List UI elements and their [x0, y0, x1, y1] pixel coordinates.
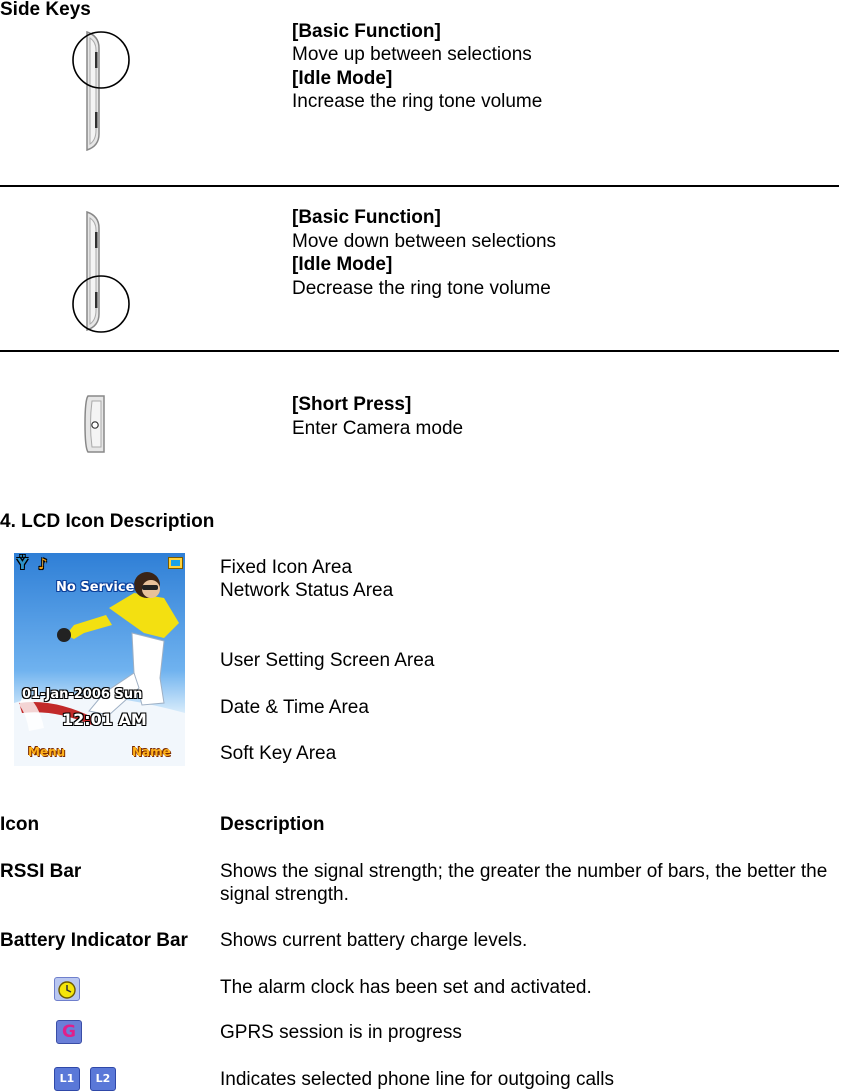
key-up-heading-basic: [Basic Function] — [292, 21, 441, 42]
battery-label: Battery Indicator Bar — [0, 930, 188, 951]
time-display: 12:01 AM — [62, 710, 147, 729]
soft-key-left: Menu — [28, 745, 66, 759]
line-1-icon: L1 — [54, 1067, 80, 1091]
divider — [0, 185, 839, 187]
key-camera-heading: [Short Press] — [292, 394, 412, 415]
side-key-up-illustration — [72, 30, 132, 154]
rssi-description: Shows the signal strength; the greater the number of bars, the better the — [220, 861, 828, 882]
rssi-description-cont: signal strength. — [220, 884, 349, 905]
battery-icon — [168, 557, 183, 569]
area-date-time: Date & Time Area — [220, 697, 369, 718]
battery-description: Shows current battery charge levels. — [220, 930, 528, 951]
soft-key-right: Name — [132, 745, 171, 759]
key-down-text-basic: Move down between selections — [292, 231, 557, 252]
table-header-description: Description — [220, 814, 325, 835]
network-status: No Service — [56, 580, 135, 595]
area-soft-key: Soft Key Area — [220, 743, 337, 764]
phone-screen-illustration — [14, 553, 185, 766]
key-camera-text: Enter Camera mode — [292, 418, 464, 439]
key-up-text-basic: Move up between selections — [292, 44, 532, 65]
area-network-status: Network Status Area — [220, 580, 394, 601]
music-note-icon: ♪ — [38, 555, 48, 573]
key-down-heading-idle: [Idle Mode] — [292, 254, 393, 275]
section-title: Side Keys — [0, 0, 91, 20]
date-display: 01-Jan-2006 Sun — [22, 687, 143, 702]
alarm-clock-icon — [54, 977, 80, 1001]
area-fixed-icon: Fixed Icon Area — [220, 557, 353, 578]
key-up-text-idle: Increase the ring tone volume — [292, 91, 543, 112]
gprs-description: GPRS session is in progress — [220, 1022, 462, 1043]
line-2-icon: L2 — [90, 1067, 116, 1091]
area-user-setting: User Setting Screen Area — [220, 650, 435, 671]
side-key-down-illustration — [72, 210, 132, 334]
key-down-text-idle: Decrease the ring tone volume — [292, 278, 551, 299]
camera-key-illustration — [84, 394, 110, 456]
rssi-label: RSSI Bar — [0, 861, 82, 882]
table-header-icon: Icon — [0, 814, 40, 835]
key-up-heading-idle: [Idle Mode] — [292, 68, 393, 89]
divider — [0, 350, 839, 352]
alarm-description: The alarm clock has been set and activated. — [220, 977, 592, 998]
gprs-icon: G — [56, 1020, 82, 1044]
lcd-section-title: 4. LCD Icon Description — [0, 511, 215, 532]
line-description: Indicates selected phone line for outgoing calls — [220, 1069, 614, 1090]
signal-icon: Ϋ — [17, 555, 28, 573]
key-down-heading-basic: [Basic Function] — [292, 207, 441, 228]
